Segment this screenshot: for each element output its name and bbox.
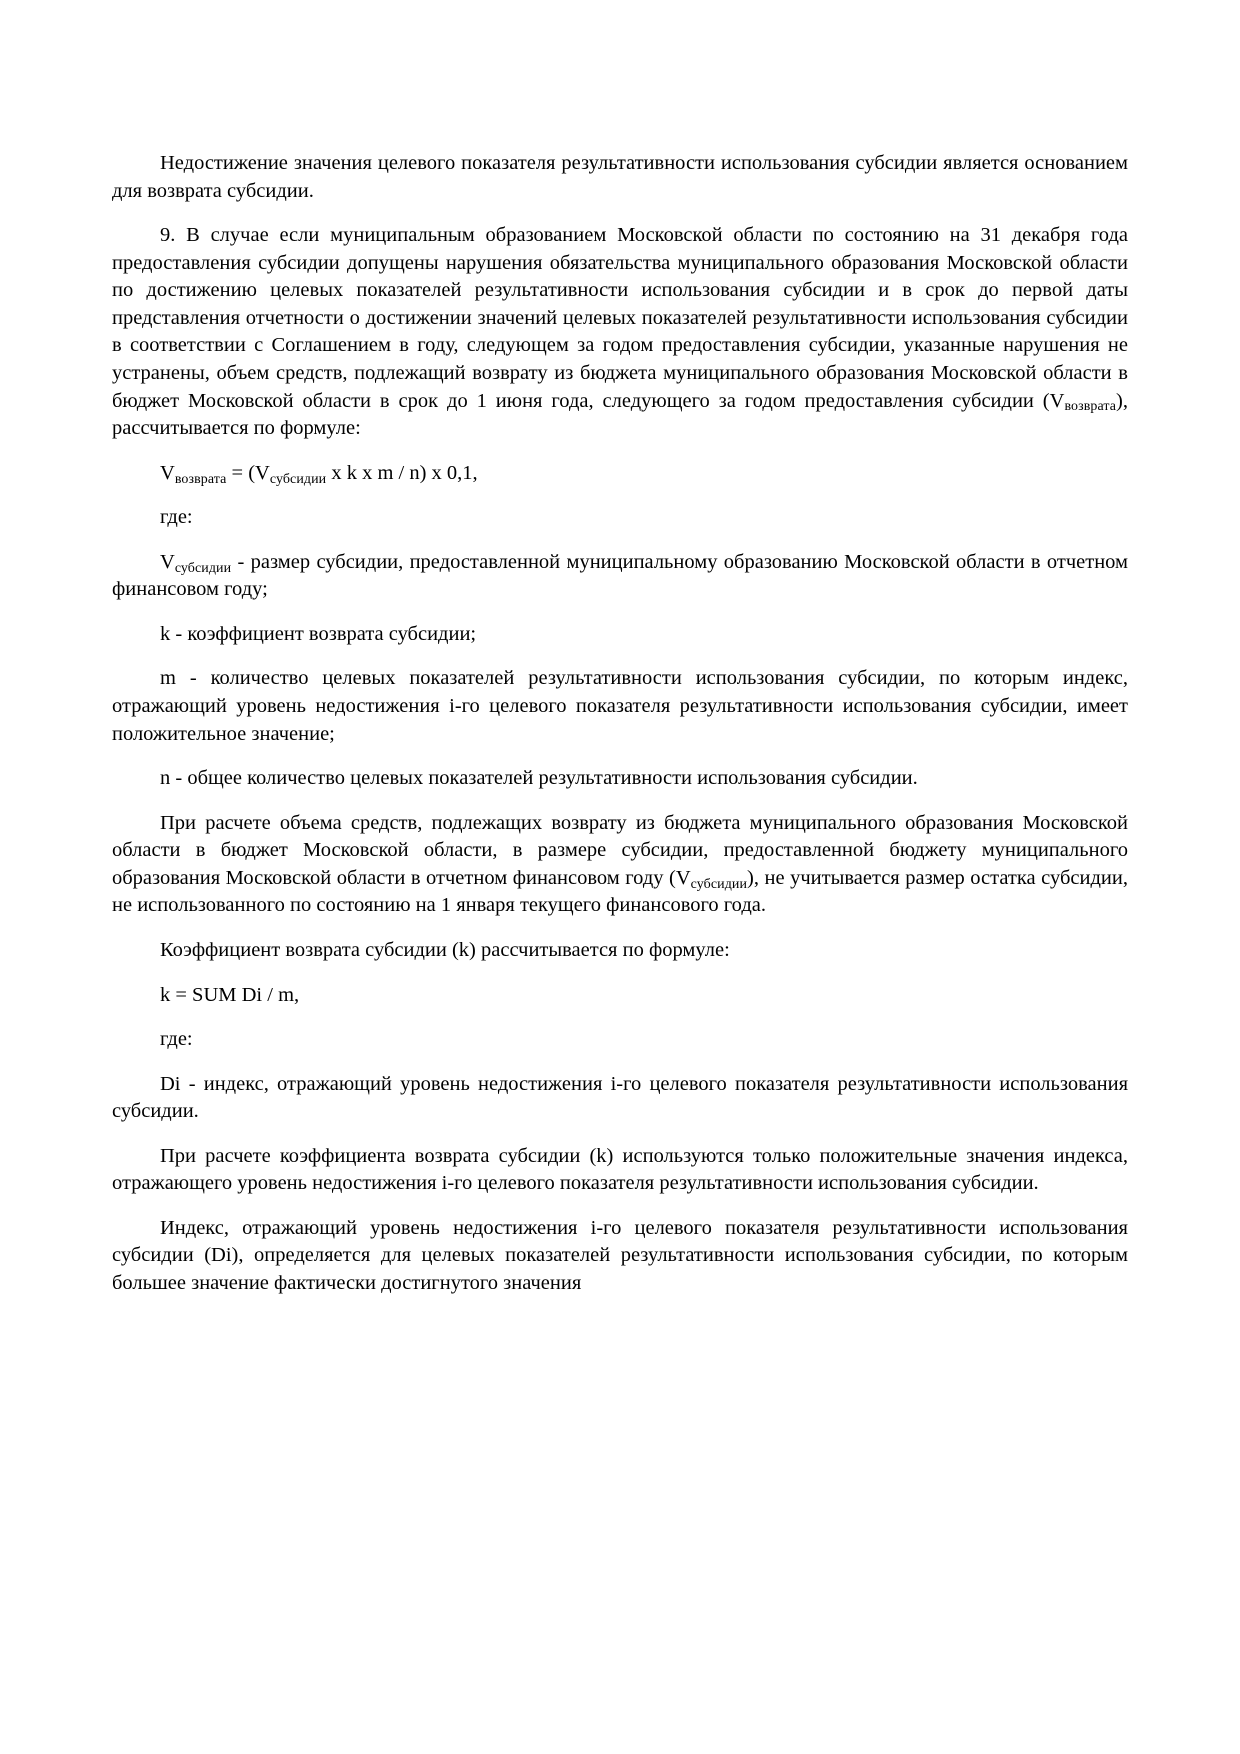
paragraph-definition-n: n - общее количество целевых показателей результативности использования субсидии. bbox=[160, 767, 918, 790]
calculation-note-text-after: ), не учитывается размер остатка субсидии, не использованного по состоянию на 1 января текущего финансового года. bbox=[112, 866, 1128, 917]
calculation-note-text-before: При расчете объема средств, подлежащих возврату из бюджета муниципального образования Московской области в бюджет Московской области, в размере субсидии, предоставленной бюджету муниципального образования Московской области в отчетном финансовом году (V bbox=[112, 811, 1128, 889]
formula-equals: = (V bbox=[226, 461, 270, 484]
definition-v-label: V bbox=[160, 550, 175, 573]
formula-v-subscript: возврата bbox=[174, 471, 227, 487]
paragraph-definition-m: m - количество целевых показателей результативности использования субсидии, по которым индекс, отражающий уровень недостижения i-го целевого показателя результативности использования субсидии, имеет положительное значение; bbox=[112, 667, 1128, 745]
formula-vs-subscript: субсидии bbox=[269, 471, 327, 487]
paragraph-intro: Недостижение значения целевого показателя результативности использования субсидии является основанием для возврата субсидии. bbox=[112, 152, 1128, 202]
formula-tail: x k x m / n) x 0,1, bbox=[326, 461, 478, 484]
document-text-body bbox=[112, 150, 1128, 1298]
paragraph-item-9-text-after: ), рассчитывается по формуле: bbox=[112, 389, 1128, 440]
paragraph-calculation-note bbox=[112, 810, 1128, 920]
paragraph-gde-1: где: bbox=[160, 506, 193, 529]
paragraph-definition-v-subsidii bbox=[112, 549, 1128, 604]
paragraph-index-definition: Индекс, отражающий уровень недостижения i-го целевого показателя результативности использования субсидии (Di), определяется для целевых показателей результативности использования субсидии, по которым большее значение фактически достигнутого значения bbox=[112, 1216, 1128, 1294]
subscript-vozvrata: возврата bbox=[1064, 399, 1117, 415]
paragraph-koefficient-intro: Коэффициент возврата субсидии (k) рассчитывается по формуле: bbox=[160, 938, 730, 961]
paragraph-gde-2: где: bbox=[160, 1028, 193, 1051]
formula-k: k = SUM Di / m, bbox=[160, 983, 300, 1006]
paragraph-definition-di: Di - индекс, отражающий уровень недостижения i-го целевого показателя результативности использования субсидии. bbox=[112, 1072, 1128, 1123]
paragraph-positive-values: При расчете коэффициента возврата субсидии (k) используются только положительные значения индекса, отражающего уровень недостижения i-го целевого показателя результативности использования субсидии. bbox=[112, 1144, 1128, 1195]
formula-vozvrata bbox=[112, 460, 1128, 488]
paragraph-item-9 bbox=[112, 222, 1128, 443]
paragraph-item-9-text-before: 9. В случае если муниципальным образованием Московской области по состоянию на 31 декабря года предоставления субсидии допущены нарушения обязательства муниципального образования Московской области по достижению целевых показателей результативности использования субсидии и в срок до первой даты представления отчетности о достижении значений целевых показателей результативности использования субсидии в соответствии с Соглашением в году, следующем за годом предоставления субсидии, указанные нарушения не устранены, объем средств, подлежащий возврату из бюджета муниципального образования Московской области в бюджет Московской области в срок до 1 июня года, следующего за годом предоставления субсидии (V bbox=[112, 224, 1128, 412]
calculation-note-subscript: субсидии bbox=[690, 876, 748, 892]
formula-v-label: V bbox=[160, 461, 175, 484]
definition-v-text: - размер субсидии, предоставленной муниципальному образованию Московской области в отчетном финансовом году; bbox=[112, 550, 1128, 601]
definition-v-subscript: субсидии bbox=[174, 560, 232, 576]
paragraph-definition-k: k - коэффициент возврата субсидии; bbox=[160, 622, 477, 645]
